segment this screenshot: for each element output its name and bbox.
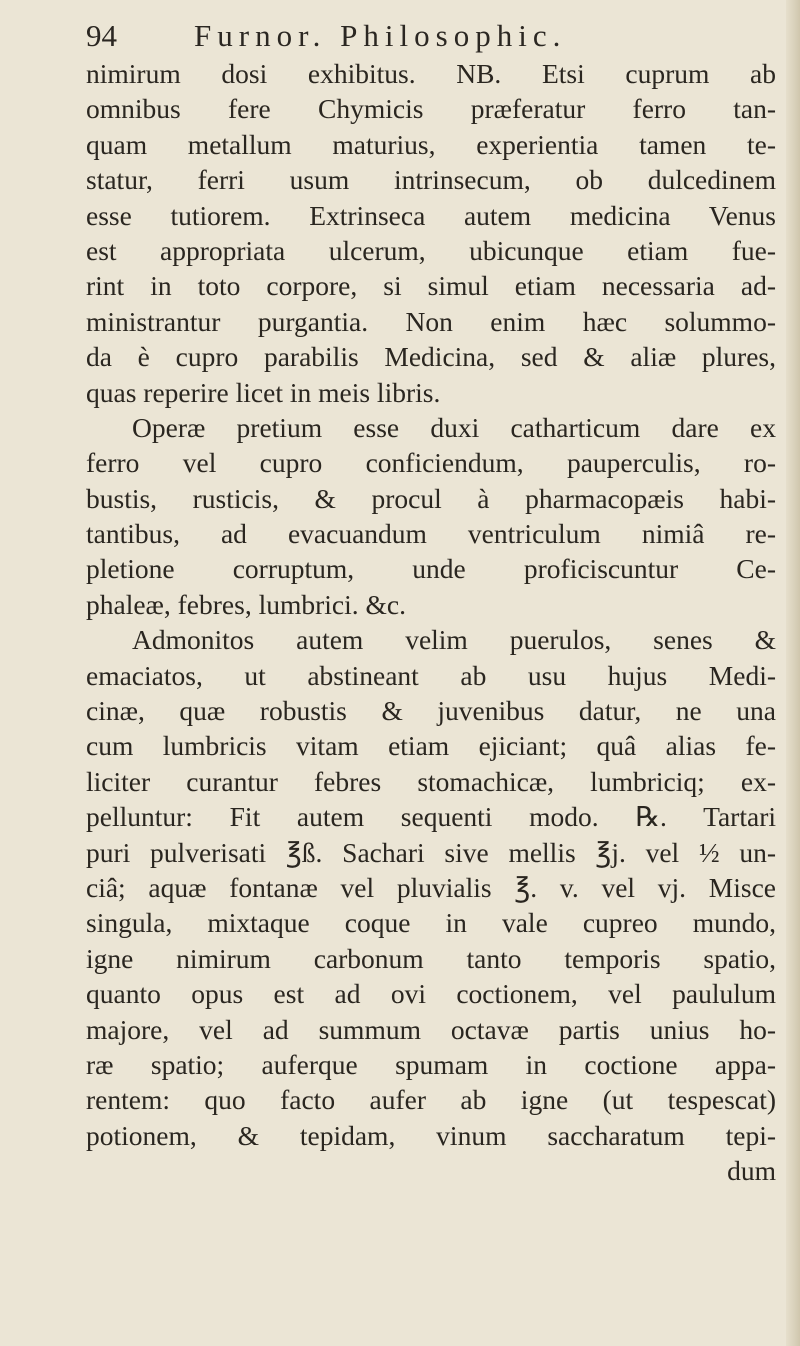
text-line: ræ spatio; auferque spumam in coctione appa- bbox=[86, 1048, 776, 1080]
text-line: statur, ferri usum intrinsecum, ob dulcedinem bbox=[86, 164, 776, 196]
text-line: potionem, & tepidam, vinum saccharatum tepi- bbox=[86, 1119, 776, 1151]
body-text bbox=[86, 56, 776, 1189]
text-line: ferro vel cupro conficiendum, pauperculis, ro- bbox=[86, 447, 776, 479]
text-line: quam metallum maturius, experientia tamen te- bbox=[86, 128, 776, 160]
text-line: omnibus fere Chymicis præferatur ferro tan- bbox=[86, 93, 776, 125]
text-line: quanto opus est ad ovi coctionem, vel paululum bbox=[86, 978, 776, 1010]
text-line: nimirum dosi exhibitus. NB. Etsi cuprum ab bbox=[86, 58, 776, 89]
text-line: tantibus, ad evacuandum ventriculum nimiâ re- bbox=[86, 518, 776, 550]
text-line: igne nimirum carbonum tanto temporis spatio, bbox=[86, 942, 776, 974]
text-line: rentem: quo facto aufer ab igne (ut tespescat) bbox=[86, 1084, 776, 1116]
running-header bbox=[86, 14, 776, 58]
paragraph-start-line: Operæ pretium esse duxi catharticum dare ex bbox=[132, 411, 776, 443]
text-line: ministrantur purgantia. Non enim hæc solummo- bbox=[86, 305, 776, 337]
text-line: singula, mixtaque coque in vale cupreo mundo, bbox=[86, 907, 776, 939]
text-line: pletione corruptum, unde proficiscuntur Ce- bbox=[86, 553, 776, 585]
text-line: pelluntur: Fit autem sequenti modo. ℞. Tartari bbox=[86, 801, 776, 833]
text-line: esse tutiorem. Extrinseca autem medicina Venus bbox=[86, 199, 776, 231]
text-line: cum lumbricis vitam etiam ejiciant; quâ alias fe- bbox=[86, 730, 776, 762]
text-line: liciter curantur febres stomachicæ, lumbriciq; ex- bbox=[86, 765, 776, 797]
text-line: emaciatos, ut abstineant ab usu hujus Medi- bbox=[86, 659, 776, 691]
text-line: ciâ; aquæ fontanæ vel pluvialis ℥. v. vel vj. Misce bbox=[86, 871, 776, 903]
page-gutter bbox=[786, 0, 800, 1346]
catchword: dum bbox=[727, 1155, 776, 1187]
text-line: da è cupro parabilis Medicina, sed & aliæ plures, bbox=[86, 341, 776, 373]
text-line: est appropriata ulcerum, ubicunque etiam fue- bbox=[86, 234, 776, 266]
text-line: majore, vel ad summum octavæ partis unius ho- bbox=[86, 1013, 776, 1045]
text-line: rint in toto corpore, si simul etiam necessaria ad- bbox=[86, 270, 776, 302]
text-line: puri pulverisati ℥ß. Sachari sive mellis ℥j. vel ½ un- bbox=[86, 836, 776, 868]
page-number: 94 bbox=[86, 18, 117, 53]
running-title: Furnor. Philosophic. bbox=[194, 18, 567, 53]
paragraph-start-line: Admonitos autem velim puerulos, senes & bbox=[132, 624, 776, 656]
text-line: cinæ, quæ robustis & juvenibus datur, ne una bbox=[86, 695, 776, 727]
paragraph-end-line: phaleæ, febres, lumbrici. &c. bbox=[86, 588, 406, 620]
text-line: bustis, rusticis, & procul à pharmacopæis habi- bbox=[86, 482, 776, 514]
paragraph-end-line: quas reperire licet in meis libris. bbox=[86, 376, 441, 408]
